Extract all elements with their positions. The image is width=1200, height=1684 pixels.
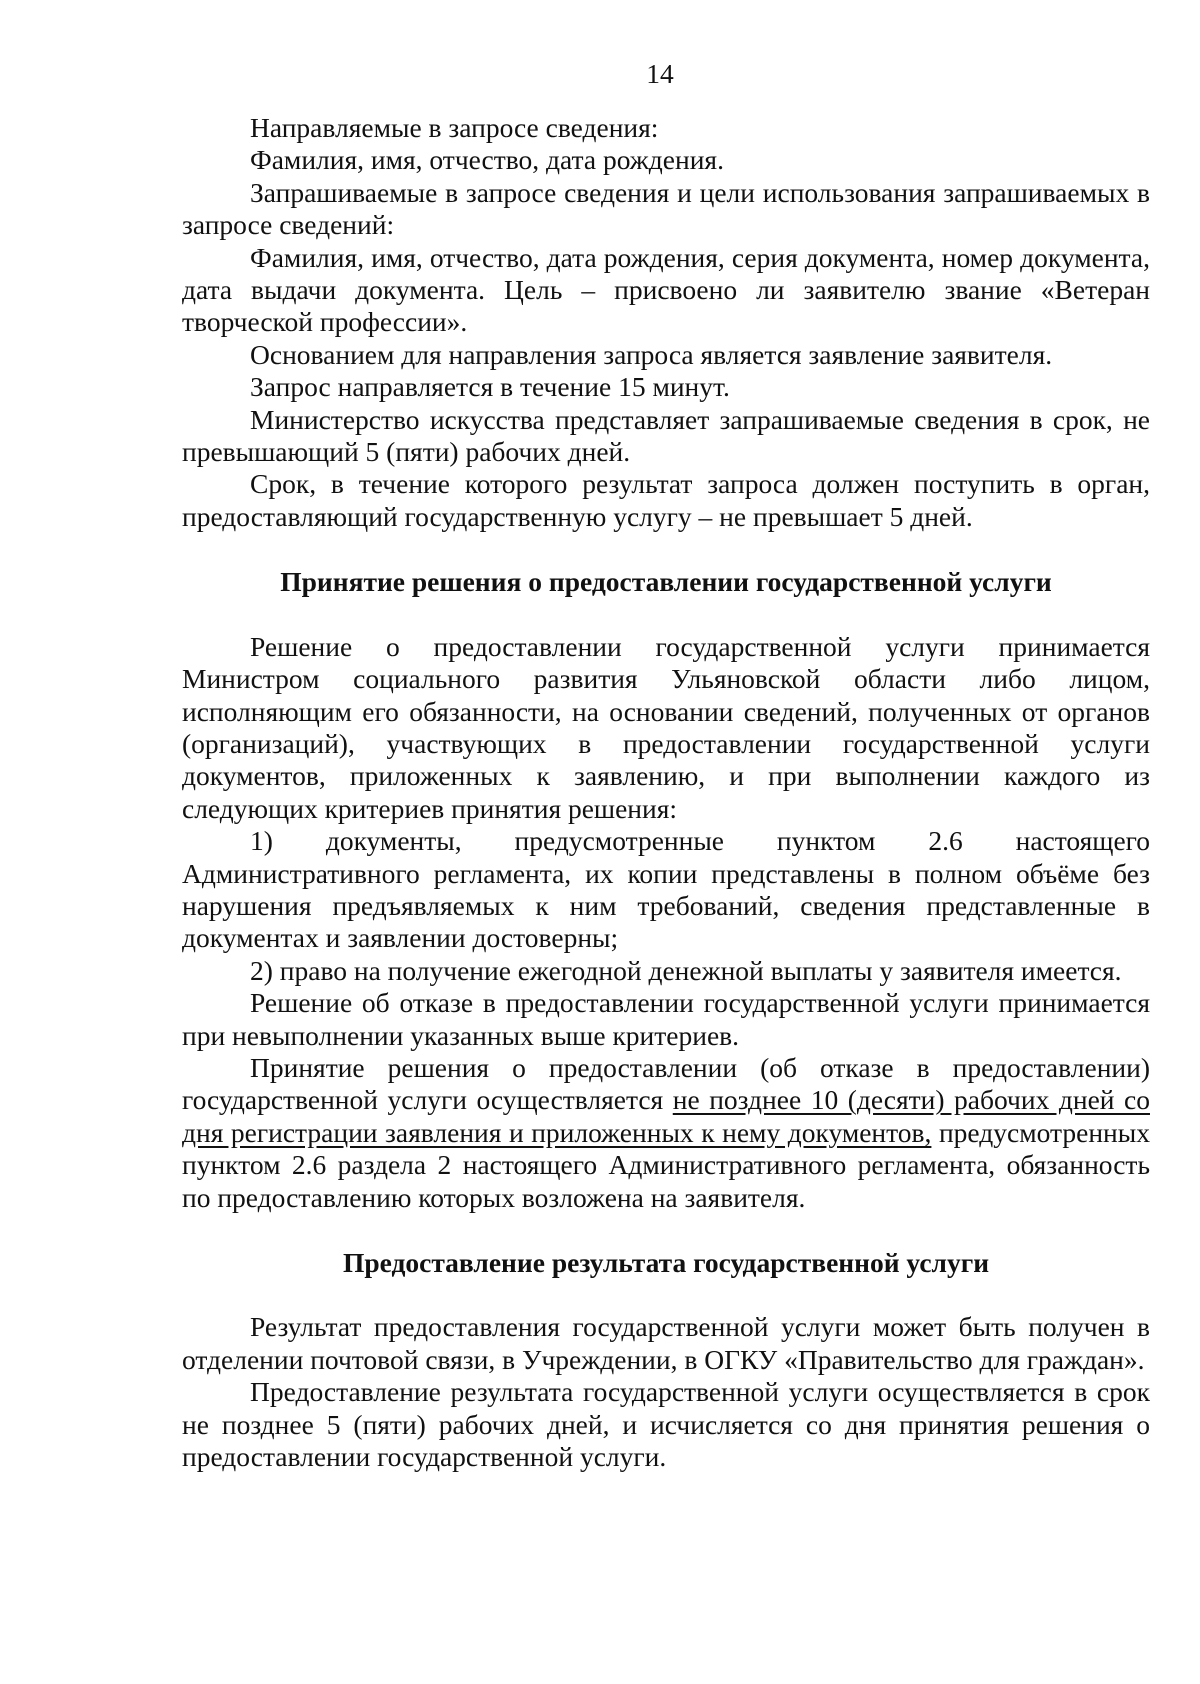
section-heading: Принятие решения о предоставлении государственной услуги — [280, 566, 1052, 598]
section-heading: Предоставление результата государственной услуги — [342, 1247, 990, 1278]
paragraph: Срок, в течение которого результат запроса должен поступить в орган, предоставляющий государственную услугу – не превышает 5 дней. — [182, 468, 1150, 532]
paragraph — [182, 1052, 1150, 1214]
paragraph: Предоставление результата государственной услуги осуществляется в срок не позднее 5 (пяти) рабочих дней, и исчисляется со дня принятия решения о предоставлении государственной услуги. — [182, 1376, 1150, 1473]
page-number: 14 — [646, 58, 674, 89]
paragraph: 2) право на получение ежегодной денежной выплаты у заявителя имеется. — [250, 954, 1122, 986]
paragraph-text: Принятие решения о предоставлении (об отказе в предоставлении) государственной услуги осуществляется — [182, 1051, 1150, 1116]
underlined-deadline-text: не позднее 10 (десяти) рабочих дней со дня регистрации заявления и приложенных к нему документов, — [182, 1084, 1150, 1148]
paragraph: Министерство искусства представляет запрашиваемые сведения в срок, не превышающий 5 (пяти) рабочих дней. — [182, 403, 1150, 468]
paragraph: Фамилия, имя, отчество, дата рождения. — [250, 144, 724, 176]
paragraph: Решение о предоставлении государственной услуги принимается Министром социального развития Ульяновской области либо лицом, исполняющим его обязанности, на основании сведений, полученных от органов (организаций), участвующих в предоставлении государственной услуги документов, приложенных к заявлению, и при выполнении каждого из следующих критериев принятия решения: — [182, 630, 1150, 824]
paragraph: 1) документы, предусмотренные пунктом 2.6 настоящего Административного регламента, их копии представлены в полном объёме без нарушения предъявляемых к ним требований, сведения представленные в документах и заявлении достоверны; — [182, 825, 1150, 954]
page-content — [182, 112, 1150, 1473]
paragraph: Запрос направляется в течение 15 минут. — [250, 371, 730, 403]
paragraph: Результат предоставления государственной услуги может быть получен в отделении почтовой связи, в Учреждении, в ОГКУ «Правительство для граждан». — [182, 1311, 1150, 1375]
paragraph-text: предусмотренных пунктом 2.6 раздела 2 настоящего Административного регламента, обязанность по предоставлению которых возложена на заявителя. — [182, 1116, 1150, 1213]
paragraph: Запрашиваемые в запросе сведения и цели использования запрашиваемых в запросе сведений: — [182, 176, 1150, 241]
paragraph: Решение об отказе в предоставлении государственной услуги принимается при невыполнении указанных выше критериев. — [182, 987, 1150, 1051]
paragraph: Фамилия, имя, отчество, дата рождения, серия документа, номер документа, дата выдачи документа. Цель – присвоено ли заявителю звание «Ветеран творческой профессии». — [182, 241, 1150, 338]
paragraph: Направляемые в запросе сведения: — [250, 112, 659, 143]
paragraph: Основанием для направления запроса является заявление заявителя. — [250, 338, 1053, 370]
